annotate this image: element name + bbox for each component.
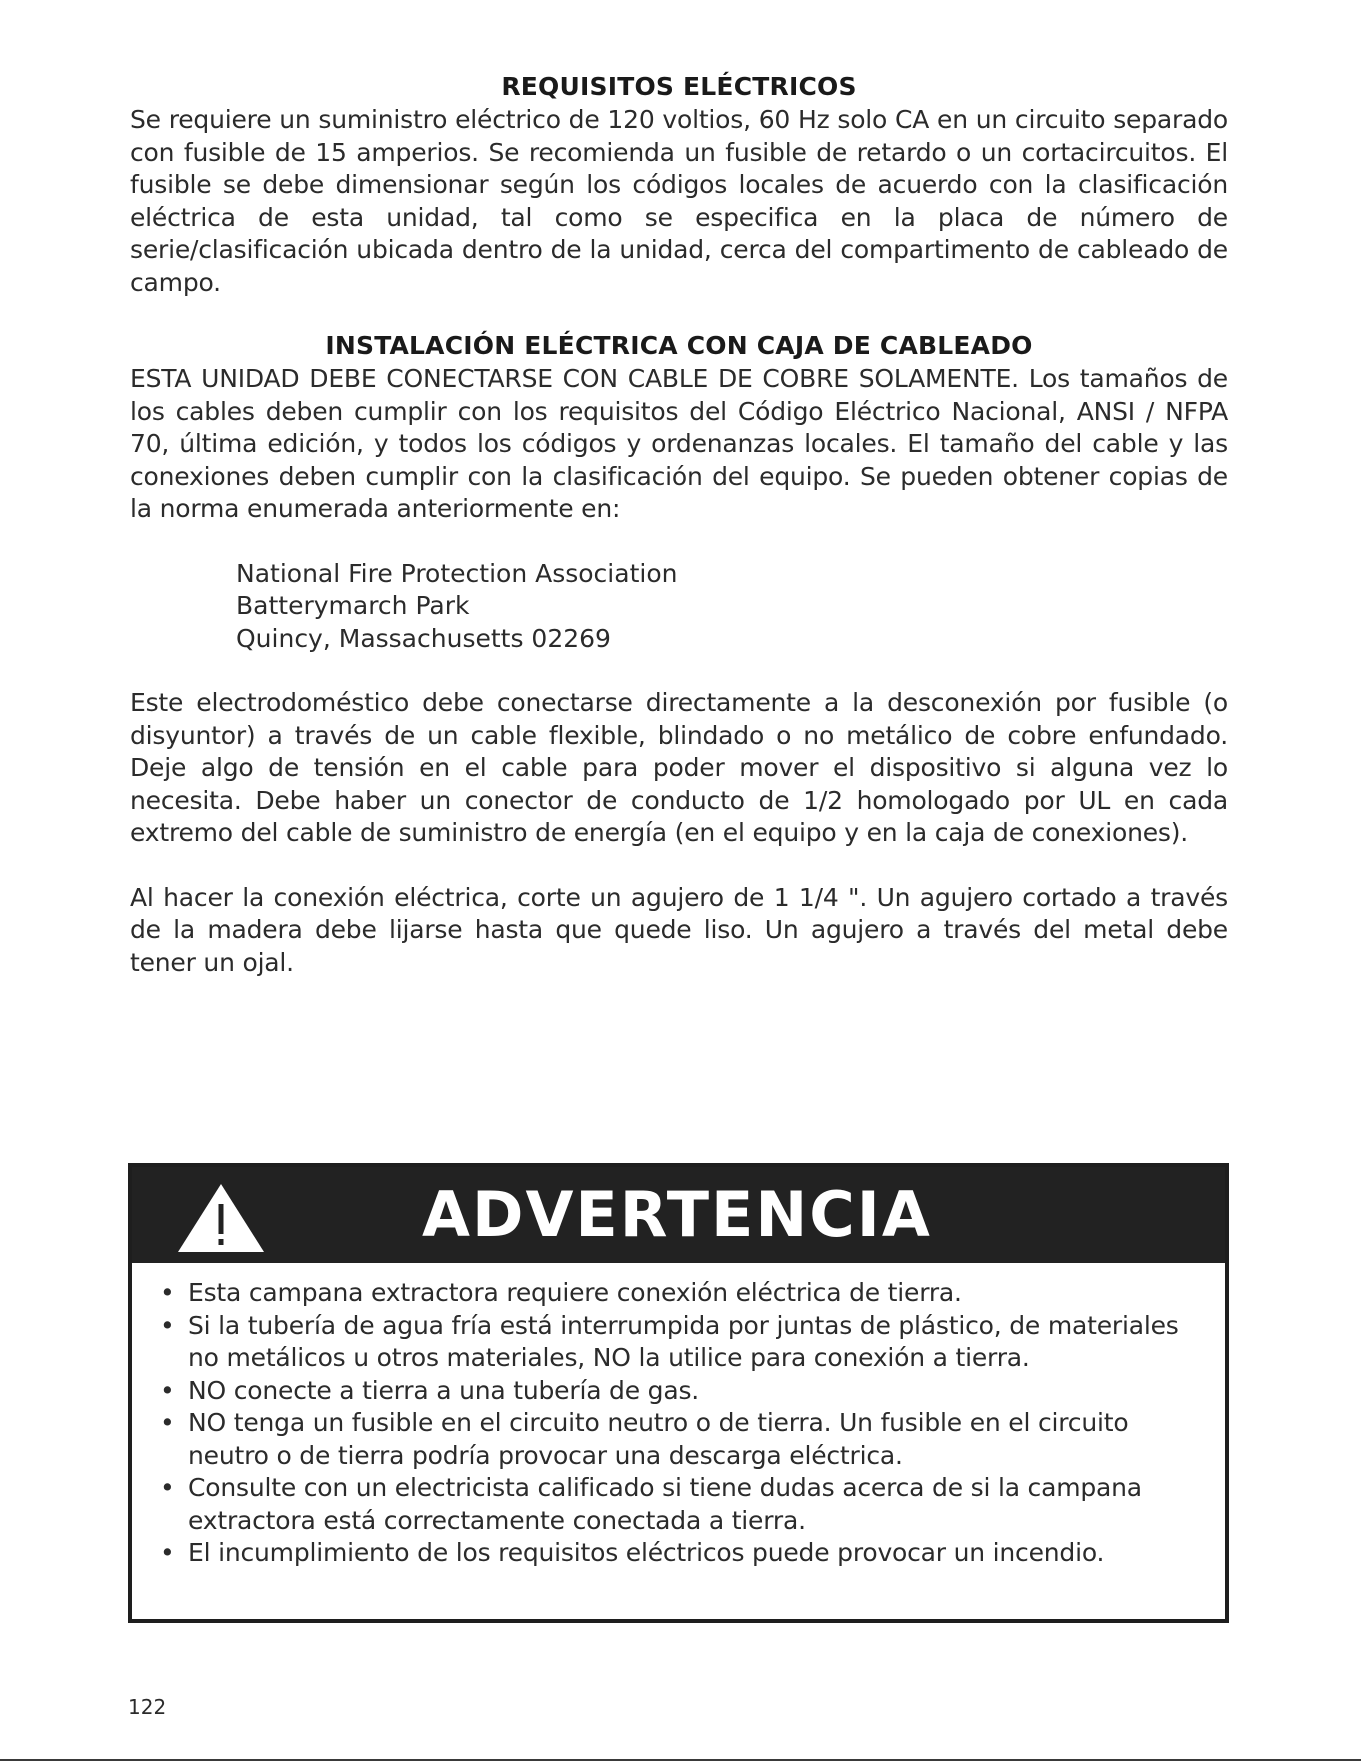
address-line-organization: National Fire Protection Association: [236, 558, 678, 588]
bullet: •: [160, 1310, 175, 1340]
bullet: •: [160, 1473, 175, 1502]
spacer: [130, 655, 1228, 687]
spacer: [130, 526, 1228, 558]
warning-header: [132, 1167, 1225, 1263]
paragraph-hole-cutting: Al hacer la conexión eléctrica, corte un agujero de 1 1/4 ". Un agujero cortado a través de la madera debe lijarse hasta que quede liso. Un agujero a través del metal debe tener un ojal.: [130, 882, 1228, 977]
spacer: [130, 299, 1228, 329]
warning-item: [160, 1407, 1180, 1472]
warning-list: [160, 1277, 1180, 1570]
warning-item-text: Si la tubería de agua fría está interrumpida por juntas de plástico, de materiales no metálicos u otros materiales, NO la utilice para conexión a tierra.: [188, 1310, 1179, 1372]
warning-item-text: NO tenga un fusible en el circuito neutro o de tierra. Un fusible en el circuito neutro o de tierra podría provocar una descarga eléctrica.: [188, 1408, 1129, 1470]
warning-box: [128, 1163, 1229, 1623]
warning-item: [160, 1310, 1180, 1375]
warning-triangle-icon: [176, 1182, 266, 1254]
warning-item: [160, 1277, 1180, 1310]
warning-item: [160, 1537, 1180, 1570]
paragraph-electrical-requirements: Se requiere un suministro eléctrico de 120 voltios, 60 Hz solo CA en un circuito separado con fusible de 15 amperios. Se recomienda un fusible de retardo o un cortacircuitos. El fusible se debe dimensionar según los códigos locales de acuerdo con la clasificación eléctrica de esta unidad, tal como se especifica en la placa de número de serie/clasificación ubicada dentro de la unidad, cerca del compartimento de cableado de campo.: [130, 105, 1228, 297]
warning-item-text: Consulte con un electricista calificado si tiene dudas acerca de si la campana extractora está correctamente conectada a tierra.: [188, 1473, 1142, 1535]
page-number: 122: [128, 1695, 167, 1719]
warning-item-text: NO conecte a tierra a una tubería de gas.: [188, 1375, 700, 1405]
warning-item-text: Esta campana extractora requiere conexión eléctrica de tierra.: [188, 1278, 962, 1307]
paragraph-copper-wire: ESTA UNIDAD DEBE CONECTARSE CON CABLE DE COBRE SOLAMENTE. Los tamaños de los cables deben cumplir con los requisitos del Código Eléctrico Nacional, ANSI / NFPA 70, última edición, y todos los códigos y ordenanzas locales. El tamaño del cable y las conexiones deben cumplir con la clasificación del equipo. Se pueden obtener copias de la norma enumerada anteriormente en:: [130, 364, 1228, 523]
warning-item: [160, 1375, 1180, 1408]
address-block: [130, 558, 1228, 656]
warning-item-text: El incumplimiento de los requisitos eléctricos puede provocar un incendio.: [188, 1538, 1105, 1567]
paragraph-direct-connection: Este electrodoméstico debe conectarse directamente a la desconexión por fusible (o disyuntor) a través de un cable flexible, blindado o no metálico de cobre enfundado. Deje algo de tensión en el cable para poder mover el dispositivo si alguna vez lo necesita. Debe haber un conector de conducto de 1/2 homologado por UL en cada extremo del cable de suministro de energía (en el equipo y en la caja de conexiones).: [130, 688, 1228, 847]
address-line-city: Quincy, Massachusetts 02269: [236, 623, 611, 653]
bullet: •: [160, 1375, 175, 1405]
bullet: •: [160, 1408, 175, 1437]
address-line-street: Batterymarch Park: [236, 591, 470, 620]
bullet: •: [160, 1538, 175, 1567]
warning-item: [160, 1472, 1180, 1537]
spacer: [130, 850, 1228, 882]
bullet: •: [160, 1278, 175, 1307]
section-heading-electrical-requirements: REQUISITOS ELÉCTRICOS: [501, 72, 857, 101]
main-content: [130, 70, 1228, 979]
section-heading-wiring-installation: INSTALACIÓN ELÉCTRICA CON CAJA DE CABLEADO: [325, 331, 1033, 360]
warning-title: ADVERTENCIA: [422, 1178, 932, 1251]
